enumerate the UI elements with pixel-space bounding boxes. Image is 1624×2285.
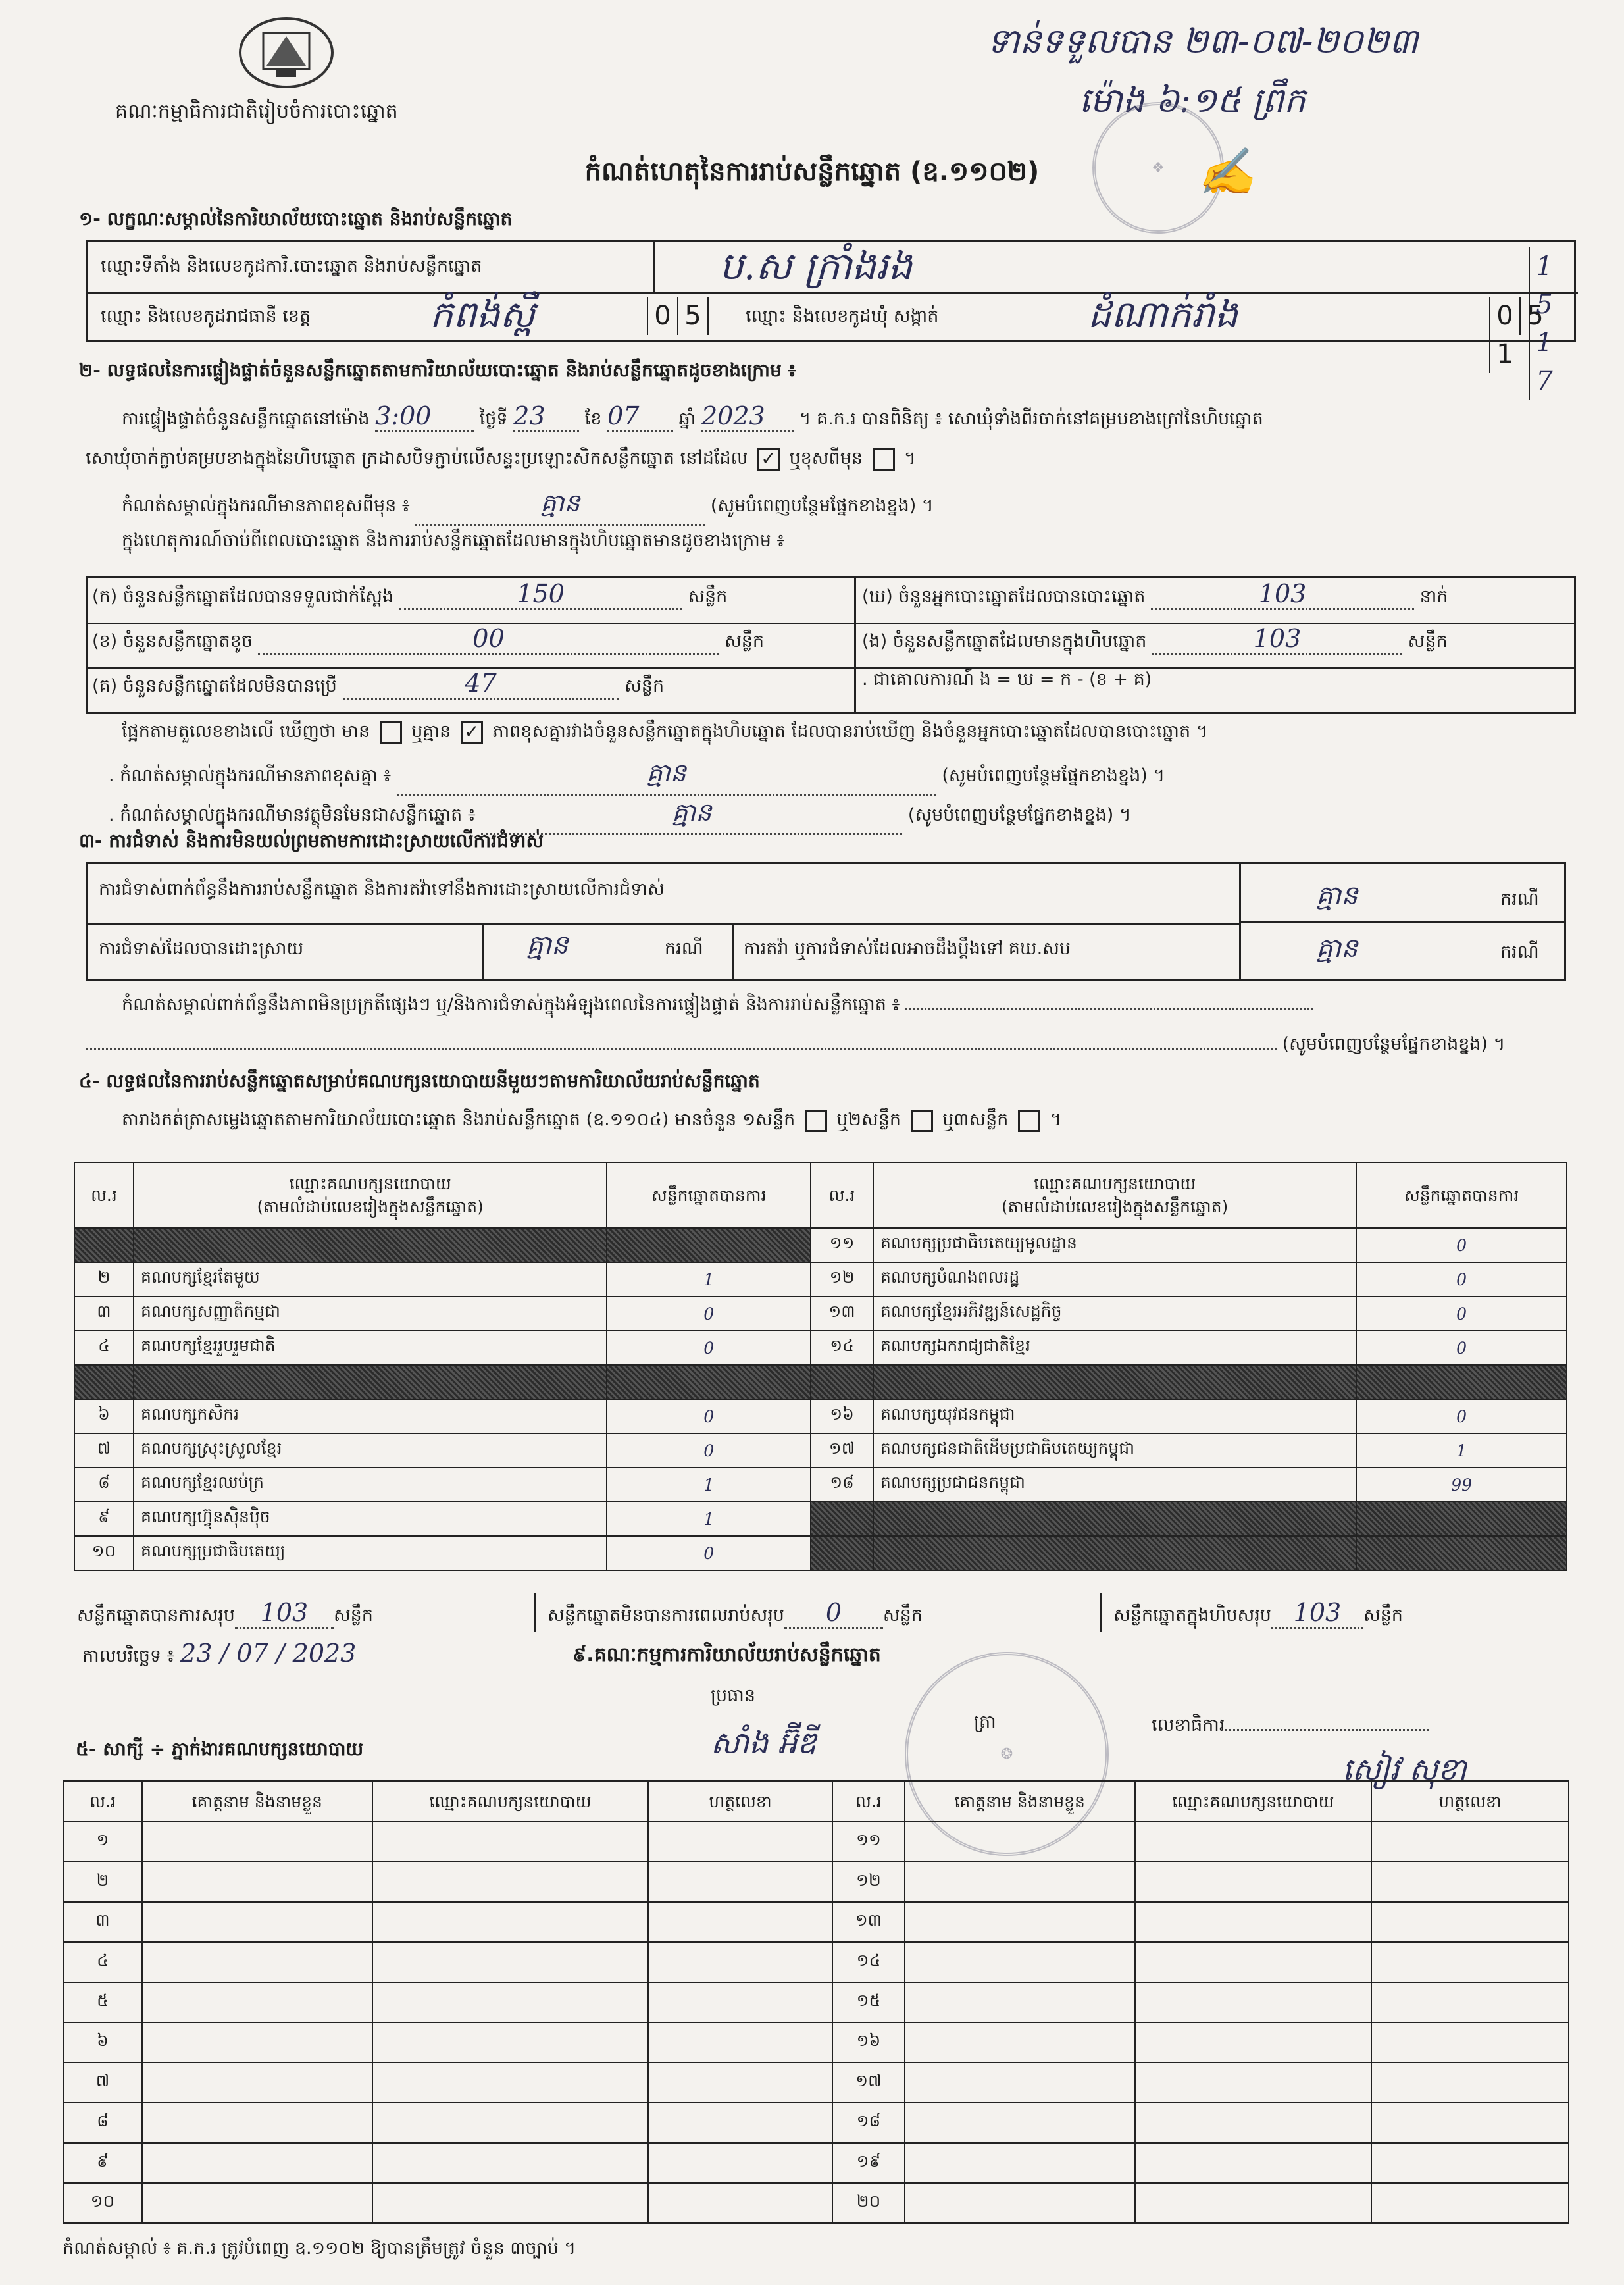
resolved-value: គ្មាន bbox=[526, 930, 569, 960]
right-party-no: ១១ bbox=[811, 1228, 873, 1262]
witness-sign-right[interactable] bbox=[1371, 1862, 1569, 1902]
appeal-value: គ្មាន bbox=[1316, 933, 1358, 963]
witness-col-sign-left: ហត្ថលេខា bbox=[648, 1781, 832, 1822]
witness-sign-left[interactable] bbox=[648, 2143, 832, 2183]
witness-party-right[interactable] bbox=[1135, 2143, 1372, 2183]
right-party-no bbox=[811, 1502, 873, 1536]
count-row-b: (ខ) ចំនួនសន្លឹកឆ្នោតខូច 00 សន្លឹក bbox=[92, 624, 764, 656]
right-party-name: គណបក្សប្រជាជនកម្ពុជា bbox=[873, 1468, 1356, 1502]
witness-name-right[interactable] bbox=[905, 1902, 1135, 1942]
witness-sign-right[interactable] bbox=[1371, 2022, 1569, 2063]
witness-name-right[interactable] bbox=[905, 2183, 1135, 2223]
table-row bbox=[63, 2143, 1569, 2183]
nec-emblem bbox=[237, 13, 336, 92]
col-no-right: ល.រ bbox=[811, 1162, 873, 1228]
left-party-votes: 1 bbox=[607, 1468, 811, 1502]
right-party-no bbox=[811, 1536, 873, 1570]
section3-heading: ៣- ការជំទាស់ និងការមិនយល់ព្រមតាមការដោះស្រាយលើការជំទាស់ bbox=[79, 830, 544, 852]
witness-name-right[interactable] bbox=[905, 1862, 1135, 1902]
month-value: 07 bbox=[607, 401, 673, 432]
chair-signature: សាំង អ៊ីឌី bbox=[711, 1725, 817, 1760]
left-party-no bbox=[74, 1365, 134, 1399]
received-stamp: ❖ bbox=[1092, 102, 1224, 234]
right-party-no: ១២ bbox=[811, 1262, 873, 1297]
count-row-d: (ឃ) ចំនួនអ្នកបោះឆ្នោតដែលបានបោះឆ្នោត 103 នាក់ bbox=[862, 579, 1448, 611]
objection-related-unit: ករណី bbox=[1500, 889, 1539, 910]
section1-heading: ១- លក្ខណៈសម្គាល់នៃការិយាល័យបោះឆ្នោត និងរាប់សន្លឹកឆ្នោត bbox=[79, 208, 513, 230]
station-label: ឈ្មោះទីតាំង និងលេខកូដការិ.បោះឆ្នោត និងរាប់សន្លឹកឆ្នោត bbox=[101, 256, 482, 276]
witness-sign-right[interactable] bbox=[1371, 2063, 1569, 2103]
witness-name-left[interactable] bbox=[142, 1822, 372, 1862]
count-row-a: (ក) ចំនួនសន្លឹកឆ្នោតដែលបានទទួលជាក់ស្តែង 150 សន្លឹក bbox=[92, 579, 727, 611]
secretary-signature: សៀវ សុខា bbox=[1342, 1751, 1467, 1787]
table-row bbox=[74, 1433, 1567, 1468]
witness-no-right: ១៩ bbox=[832, 2143, 905, 2183]
table-row bbox=[74, 1468, 1567, 1502]
witness-no-right: ២០ bbox=[832, 2183, 905, 2223]
right-party-no: ១៣ bbox=[811, 1297, 873, 1331]
appeal-unit: ករណី bbox=[1500, 942, 1539, 962]
right-party-name: គណបក្សជនជាតិដើមប្រជាធិបតេយ្យកម្ពុជា bbox=[873, 1433, 1356, 1468]
province-label: ឈ្មោះ និងលេខកូដរាជធានី ខេត្ត bbox=[101, 306, 311, 326]
witness-party-left[interactable] bbox=[372, 1982, 649, 2022]
foreign-object-note-line: . កំណត់សម្គាល់ក្នុងករណីមានវត្ថុមិនមែនជាសន្លឹកឆ្នោត ៖ គ្មាន (សូមបំពេញបន្ថែមផ្នែកខាងខ្នង) ។ bbox=[109, 796, 1131, 835]
witness-party-left[interactable] bbox=[372, 2022, 649, 2063]
witness-no-right: ១៤ bbox=[832, 1942, 905, 1982]
voters-value: 103 bbox=[1151, 579, 1414, 610]
year-value: 2023 bbox=[701, 401, 794, 432]
witness-no-right: ១២ bbox=[832, 1862, 905, 1902]
left-party-votes: 0 bbox=[607, 1399, 811, 1433]
left-party-votes bbox=[607, 1365, 811, 1399]
received-note-line2: ម៉ោង ៦:១៥ ព្រឹក bbox=[1079, 81, 1306, 120]
committee-title: ៩.គណៈកម្មការការិយាល័យរាប់សន្លឹកឆ្នោត bbox=[572, 1643, 881, 1666]
left-party-votes: 0 bbox=[607, 1536, 811, 1570]
witness-no-right: ១៣ bbox=[832, 1902, 905, 1942]
verification-line2: សោឃុំចាក់ក្លាប់គម្របខាងក្នុងនៃហិបឆ្នោត ក្រដាសបិទភ្ជាប់លើសន្ទះប្រឡោះសិកសន្លឹកឆ្នោត នៅដដែល ✓ ឬខុសពីមុន ។ bbox=[86, 447, 916, 469]
witness-sign-right[interactable] bbox=[1371, 2103, 1569, 2143]
witness-col-party-right: ឈ្មោះគណបក្សនយោបាយ bbox=[1135, 1781, 1372, 1822]
total-valid-value: 103 bbox=[235, 1598, 334, 1629]
irregularity-note: កំណត់សម្គាល់ពាក់ព័ន្ធនឹងភាពមិនប្រក្រតីផ្សេងៗ ឬ/និងការជំទាស់ក្នុងអំឡុងពេលនៃការផ្ទៀងផ្ទាត់ និងការរាប់សន្លឹកឆ្នោត ៖ bbox=[122, 994, 1313, 1019]
witness-name-right[interactable] bbox=[905, 2143, 1135, 2183]
witness-no-left: ៩ bbox=[63, 2143, 142, 2183]
irregularity-note-line2: (សូមបំពេញបន្ថែមផ្នែកខាងខ្នង) ។ bbox=[86, 1033, 1505, 1059]
left-party-votes bbox=[607, 1228, 811, 1262]
three-sheets-checkbox[interactable] bbox=[1018, 1110, 1040, 1132]
left-party-name bbox=[134, 1228, 607, 1262]
form-title: កំណត់ហេតុនៃការរាប់សន្លឹកឆ្នោត (ឧ.១១០២) bbox=[584, 157, 1040, 187]
unused-ballots-value: 47 bbox=[343, 669, 619, 700]
difference-note-line: . កំណត់សម្គាល់ក្នុងករណីមានភាពខុសគ្នា ៖ គ្មាន (សូមបំពេញបន្ថែមផ្នែកខាងខ្នង) ។ bbox=[109, 757, 1165, 796]
right-party-votes bbox=[1356, 1502, 1567, 1536]
left-party-votes: 1 bbox=[607, 1262, 811, 1297]
resolved-label: ការជំទាស់ដែលបានដោះស្រាយ bbox=[99, 938, 304, 959]
table-row bbox=[63, 1942, 1569, 1982]
witness-name-right[interactable] bbox=[905, 1982, 1135, 2022]
witness-party-right[interactable] bbox=[1135, 1942, 1372, 1982]
change-note-line: កំណត់សម្គាល់ក្នុងករណីមានភាពខុសពីមុន ៖ គ្មាន (សូមបំពេញបន្ថែមផ្នែកខាងខ្នង) ។ bbox=[122, 487, 934, 526]
witness-party-left[interactable] bbox=[372, 1942, 649, 1982]
right-party-no: ១៤ bbox=[811, 1331, 873, 1365]
received-note-line1: ទាន់ទទួលបាន ២៣-០៧-២០២៣ bbox=[987, 22, 1419, 61]
commune-value: ដំណាក់រាំង bbox=[1088, 294, 1238, 336]
province-code: 0 5 bbox=[647, 297, 709, 335]
day-value: 23 bbox=[513, 401, 579, 432]
right-party-votes: 0 bbox=[1356, 1399, 1567, 1433]
right-party-name: គណបក្សប្រជាធិបតេយ្យមូលដ្ឋាន bbox=[873, 1228, 1356, 1262]
left-party-name: គណបក្សខ្មែរតែមួយ bbox=[134, 1262, 607, 1297]
witness-name-left[interactable] bbox=[142, 1902, 372, 1942]
left-party-no: ៩ bbox=[74, 1502, 134, 1536]
witness-no-left: ២ bbox=[63, 1862, 142, 1902]
table-row bbox=[63, 2183, 1569, 2223]
difference-check-line: ផ្អែកតាមតួលេខខាងលើ ឃើញថា មាន ឬគ្មាន ✓ ភាពខុសគ្នារវាងចំនួនសន្លឹកឆ្នោតក្នុងហិបឆ្នោត ដែលបានរាប់ឃើញ និងចំនួនអ្នកបោះឆ្នោតដែលបានបោះឆ្នោត ។ bbox=[122, 720, 1208, 742]
witness-party-right[interactable] bbox=[1135, 1862, 1372, 1902]
witness-party-right[interactable] bbox=[1135, 2183, 1372, 2223]
witness-sign-right[interactable] bbox=[1371, 1902, 1569, 1942]
witness-sign-left[interactable] bbox=[648, 1982, 832, 2022]
spoiled-ballots-value: 00 bbox=[258, 624, 719, 655]
total-invalid-value: 0 bbox=[784, 1598, 883, 1629]
witness-no-left: ៦ bbox=[63, 2022, 142, 2063]
table-row bbox=[63, 1822, 1569, 1862]
left-party-name: គណបក្សកសិករ bbox=[134, 1399, 607, 1433]
right-party-votes bbox=[1356, 1365, 1567, 1399]
witness-col-party-left: ឈ្មោះគណបក្សនយោបាយ bbox=[372, 1781, 649, 1822]
received-ballots-value: 150 bbox=[399, 579, 682, 610]
witness-sign-right[interactable] bbox=[1371, 1942, 1569, 1982]
right-party-name: គណបក្សឯករាជ្យជាតិខ្មែរ bbox=[873, 1331, 1356, 1365]
witness-no-left: ៧ bbox=[63, 2063, 142, 2103]
witness-name-right[interactable] bbox=[905, 2022, 1135, 2063]
witness-name-right[interactable] bbox=[905, 2103, 1135, 2143]
left-party-no: ៤ bbox=[74, 1331, 134, 1365]
table-row bbox=[74, 1297, 1567, 1331]
right-party-no: ១៨ bbox=[811, 1468, 873, 1502]
col-votes-left: សន្លឹកឆ្នោតបានការ bbox=[607, 1162, 811, 1228]
station-code: 1517 bbox=[1529, 247, 1574, 400]
date-value: 23 / 07 / 2023 bbox=[180, 1639, 357, 1668]
right-party-votes: 0 bbox=[1356, 1297, 1567, 1331]
witness-name-left[interactable] bbox=[142, 2063, 372, 2103]
right-party-name: គណបក្សបំណងពលរដ្ឋ bbox=[873, 1262, 1356, 1297]
witness-name-left[interactable] bbox=[142, 1942, 372, 1982]
right-party-name bbox=[873, 1365, 1356, 1399]
objection-related-label: ការជំទាស់ពាក់ព័ន្ធនឹងការរាប់សន្លឹកឆ្នោត និងការតវ៉ាទៅនឹងការដោះស្រាយលើការជំទាស់ bbox=[99, 879, 665, 900]
witness-no-right: ១៧ bbox=[832, 2063, 905, 2103]
has-difference-checkbox[interactable] bbox=[380, 721, 402, 744]
witness-col-no-left: ល.រ bbox=[63, 1781, 142, 1822]
witness-name-left[interactable] bbox=[142, 2183, 372, 2223]
witness-party-right[interactable] bbox=[1135, 2103, 1372, 2143]
col-no-left: ល.រ bbox=[74, 1162, 134, 1228]
table-row bbox=[63, 1902, 1569, 1942]
witness-no-right: ១១ bbox=[832, 1822, 905, 1862]
right-party-name: គណបក្សយុវជនកម្ពុជា bbox=[873, 1399, 1356, 1433]
table-row bbox=[63, 2063, 1569, 2103]
footer-note: កំណត់សម្គាល់ ៖ គ.ក.រ ត្រូវបំពេញ ឧ.១១០២ ឱ្យបានត្រឹមត្រូវ ចំនួន ៣ច្បាប់ ។ bbox=[63, 2238, 576, 2259]
witness-no-left: ១០ bbox=[63, 2183, 142, 2223]
changed-checkbox[interactable] bbox=[873, 448, 895, 471]
witness-party-right[interactable] bbox=[1135, 1902, 1372, 1942]
left-party-votes: 0 bbox=[607, 1297, 811, 1331]
witness-sign-left[interactable] bbox=[648, 1822, 832, 1862]
section4-heading: ៤- លទ្ធផលនៃការរាប់សន្លឹកឆ្នោតសម្រាប់គណបក្សនយោបាយនីមួយៗតាមការិយាល័យរាប់សន្លឹកឆ្នោត bbox=[79, 1070, 760, 1092]
left-party-votes: 0 bbox=[607, 1433, 811, 1468]
org-name: គណៈកម្មាធិការជាតិរៀបចំការបោះឆ្នោត bbox=[115, 100, 398, 123]
left-party-no: ៧ bbox=[74, 1433, 134, 1468]
witness-party-left[interactable] bbox=[372, 1822, 649, 1862]
witness-sign-right[interactable] bbox=[1371, 1822, 1569, 1862]
witness-party-left[interactable] bbox=[372, 1902, 649, 1942]
left-party-name: គណបក្សស្រុះស្រួលខ្មែរ bbox=[134, 1433, 607, 1468]
difference-note-value: គ្មាន bbox=[397, 757, 936, 796]
totals-line: សន្លឹកឆ្នោតបានការសរុប 103 សន្លឹក សន្លឹកឆ្នោតមិនបានការពេលរាប់សរុប 0 សន្លឹក សន្លឹកឆ្នោតក្នុងហិបសរុប 103 សន្លឹក bbox=[74, 1593, 1567, 1632]
witness-party-right[interactable] bbox=[1135, 2022, 1372, 2063]
witness-party-left[interactable] bbox=[372, 2183, 649, 2223]
witness-party-left[interactable] bbox=[372, 2143, 649, 2183]
right-party-votes: 99 bbox=[1356, 1468, 1567, 1502]
witness-col-sign-right: ហត្ថលេខា bbox=[1371, 1781, 1569, 1822]
table-row bbox=[74, 1228, 1567, 1262]
left-party-name: គណបក្សខ្មែរឈប់ក្រ bbox=[134, 1468, 607, 1502]
table-row bbox=[74, 1331, 1567, 1365]
witness-no-left: ១ bbox=[63, 1822, 142, 1862]
right-party-votes: 0 bbox=[1356, 1262, 1567, 1297]
chair-label: ប្រធាន bbox=[711, 1685, 756, 1706]
left-party-votes: 1 bbox=[607, 1502, 811, 1536]
witness-col-no-right: ល.រ bbox=[832, 1781, 905, 1822]
witness-name-left[interactable] bbox=[142, 2022, 372, 2063]
witness-sign-left[interactable] bbox=[648, 1862, 832, 1902]
result-intro: ក្នុងហេតុការណ៍ចាប់ពីពេលបោះឆ្នោត និងការរាប់សន្លឹកឆ្នោតដែលមានក្នុងហិបឆ្នោតមានដូចខាងក្រោម ៖ bbox=[122, 530, 785, 551]
left-party-name: គណបក្សហ៊្វុនស៊ិនប៉ិច bbox=[134, 1502, 607, 1536]
verification-line1: ការផ្ទៀងផ្ទាត់ចំនួនសន្លឹកឆ្នោតនៅម៉ោង 3:00 ថ្ងៃទី 23 ខែ 07 ឆ្នាំ 2023 ។ គ.ក.រ បានពិនិត្យ ៖ សោឃុំទាំងពីរចាក់នៅគម្របខាងក្រៅនៃហិបឆ្នោត bbox=[122, 401, 1263, 434]
witness-sign-right[interactable] bbox=[1371, 1982, 1569, 2022]
table-row bbox=[63, 1862, 1569, 1902]
witness-sign-left[interactable] bbox=[648, 2183, 832, 2223]
witness-party-right[interactable] bbox=[1135, 1982, 1372, 2022]
province-value: កំពង់ស្ពឺ bbox=[430, 294, 535, 336]
resolved-unit: ករណី bbox=[665, 938, 703, 959]
total-box-value: 103 bbox=[1271, 1598, 1363, 1629]
witness-no-right: ១៨ bbox=[832, 2103, 905, 2143]
table-row bbox=[63, 2103, 1569, 2143]
left-party-votes: 0 bbox=[607, 1331, 811, 1365]
right-party-name bbox=[873, 1536, 1356, 1570]
right-party-no: ១៦ bbox=[811, 1399, 873, 1433]
no-difference-checkbox[interactable]: ✓ bbox=[461, 721, 483, 744]
right-party-votes: 1 bbox=[1356, 1433, 1567, 1468]
witness-no-right: ១៦ bbox=[832, 2022, 905, 2063]
left-party-name bbox=[134, 1365, 607, 1399]
count-row-e: (ង) ចំនួនសន្លឹកឆ្នោតដែលមានក្នុងហិបឆ្នោត 103 សន្លឹក bbox=[862, 624, 1448, 656]
witness-sign-left[interactable] bbox=[648, 2063, 832, 2103]
two-sheets-checkbox[interactable] bbox=[911, 1110, 933, 1132]
party-results-table bbox=[74, 1162, 1567, 1571]
col-votes-right: សន្លឹកឆ្នោតបានការ bbox=[1356, 1162, 1567, 1228]
right-party-no: ១៧ bbox=[811, 1433, 873, 1468]
witness-sign-left[interactable] bbox=[648, 1942, 832, 1982]
witness-party-right[interactable] bbox=[1135, 2063, 1372, 2103]
left-party-name: គណបក្សខ្មែររួបរួមជាតិ bbox=[134, 1331, 607, 1365]
col-party-right: ឈ្មោះគណបក្សនយោបាយ (តាមលំដាប់លេខរៀងក្នុងសន្លឹកឆ្នោត) bbox=[873, 1162, 1356, 1228]
table-row bbox=[74, 1365, 1567, 1399]
unchanged-checkbox[interactable]: ✓ bbox=[757, 448, 780, 471]
witness-col-name-left: គោត្តនាម និងនាមខ្លួន bbox=[142, 1781, 372, 1822]
witness-sign-right[interactable] bbox=[1371, 2143, 1569, 2183]
witness-sign-right[interactable] bbox=[1371, 2183, 1569, 2223]
receiver-signature: ✍ bbox=[1198, 145, 1256, 199]
table-row bbox=[74, 1536, 1567, 1570]
date-line: កាលបរិច្ឆេទ ៖ 23 / 07 / 2023 bbox=[82, 1639, 357, 1668]
table-row bbox=[74, 1502, 1567, 1536]
table-row bbox=[74, 1399, 1567, 1433]
witness-no-right: ១៥ bbox=[832, 1982, 905, 2022]
table-row bbox=[63, 2022, 1569, 2063]
witness-party-left[interactable] bbox=[372, 1862, 649, 1902]
witness-no-left: ៨ bbox=[63, 2103, 142, 2143]
witness-party-right[interactable] bbox=[1135, 1822, 1372, 1862]
left-party-no: ៨ bbox=[74, 1468, 134, 1502]
section5-heading: ៥- សាក្សី ÷ ភ្នាក់ងារគណបក្សនយោបាយ bbox=[76, 1738, 364, 1760]
witness-name-right[interactable] bbox=[905, 2063, 1135, 2103]
box-ballots-value: 103 bbox=[1152, 624, 1402, 655]
one-sheet-checkbox[interactable] bbox=[805, 1110, 827, 1132]
witness-sign-left[interactable] bbox=[648, 1902, 832, 1942]
witness-sign-left[interactable] bbox=[648, 2022, 832, 2063]
right-party-name bbox=[873, 1502, 1356, 1536]
left-party-no: ២ bbox=[74, 1262, 134, 1297]
time-value: 3:00 bbox=[375, 401, 474, 432]
secretary-label: លេខាធិការ bbox=[1152, 1714, 1429, 1740]
foreign-object-note-value: គ្មាន bbox=[481, 796, 902, 835]
committee-seal: ❂ bbox=[905, 1652, 1109, 1856]
station-value: ប.ស ក្រាំងរង bbox=[719, 244, 913, 288]
section2-heading: ២- លទ្ធផលនៃការផ្ទៀងផ្ទាត់ចំនួនសន្លឹកឆ្នោតតាមការិយាល័យបោះឆ្នោត និងរាប់សន្លឹកឆ្នោតដូចខាងក្រោម ៖ bbox=[79, 359, 796, 381]
witness-col-name-right: គោត្តនាម និងនាមខ្លួន bbox=[905, 1781, 1135, 1822]
table-row bbox=[63, 1982, 1569, 2022]
change-note-value: គ្មាន bbox=[415, 487, 705, 526]
commune-code: 0 51 bbox=[1489, 297, 1575, 373]
table-row bbox=[74, 1262, 1567, 1297]
left-party-name: គណបក្សប្រជាធិបតេយ្យ bbox=[134, 1536, 607, 1570]
count-formula: . ជាគោលការណ៍ ង = ឃ = ក - (ខ + គ) bbox=[862, 669, 1152, 690]
commune-label: ឈ្មោះ និងលេខកូដឃុំ សង្កាត់ bbox=[746, 306, 939, 326]
witness-party-left[interactable] bbox=[372, 2063, 649, 2103]
right-party-votes: 0 bbox=[1356, 1228, 1567, 1262]
witness-name-left[interactable] bbox=[142, 2143, 372, 2183]
left-party-no: ៣ bbox=[74, 1297, 134, 1331]
left-party-no: ១០ bbox=[74, 1536, 134, 1570]
left-party-name: គណបក្សសញ្ញាតិកម្មជា bbox=[134, 1297, 607, 1331]
witness-name-right[interactable] bbox=[905, 1942, 1135, 1982]
right-party-votes: 0 bbox=[1356, 1331, 1567, 1365]
appeal-label: ការតវ៉ា ឬការជំទាស់ដែលអាចដឹងប្តឹងទៅ គឃ.សប bbox=[744, 938, 1071, 959]
objection-related-value: គ្មាន bbox=[1316, 881, 1358, 911]
left-party-no bbox=[74, 1228, 134, 1262]
witness-no-left: ៣ bbox=[63, 1902, 142, 1942]
witness-party-left[interactable] bbox=[372, 2103, 649, 2143]
witness-name-left[interactable] bbox=[142, 1862, 372, 1902]
witness-sign-left[interactable] bbox=[648, 2103, 832, 2143]
count-row-c: (គ) ចំនួនសន្លឹកឆ្នោតដែលមិនបានប្រើ 47 សន្លឹក bbox=[92, 669, 664, 701]
seal-label: ត្រា bbox=[974, 1712, 996, 1732]
witness-no-left: ៥ bbox=[63, 1982, 142, 2022]
witness-name-left[interactable] bbox=[142, 1982, 372, 2022]
witness-no-left: ៤ bbox=[63, 1942, 142, 1982]
tally-sheet-line: តារាងកត់ត្រាសម្លេងឆ្នោតតាមការិយាល័យបោះឆ្នោត និងរាប់សន្លឹកឆ្នោត (ឧ.១១០៤) មានចំនួន ១សន្លឹក ឬ២សន្លឹក ឬ៣សន្លឹក ។ bbox=[122, 1109, 1061, 1135]
right-party-name: គណបក្សខ្មែរអភិវឌ្ឍន៍សេដ្ឋកិច្ច bbox=[873, 1297, 1356, 1331]
right-party-no bbox=[811, 1365, 873, 1399]
col-party-left: ឈ្មោះគណបក្សនយោបាយ (តាមលំដាប់លេខរៀងក្នុងសន្លឹកឆ្នោត) bbox=[134, 1162, 607, 1228]
left-party-no: ៦ bbox=[74, 1399, 134, 1433]
right-party-votes bbox=[1356, 1536, 1567, 1570]
witness-table bbox=[63, 1780, 1569, 2224]
witness-name-left[interactable] bbox=[142, 2103, 372, 2143]
witness-name-right[interactable] bbox=[905, 1822, 1135, 1862]
